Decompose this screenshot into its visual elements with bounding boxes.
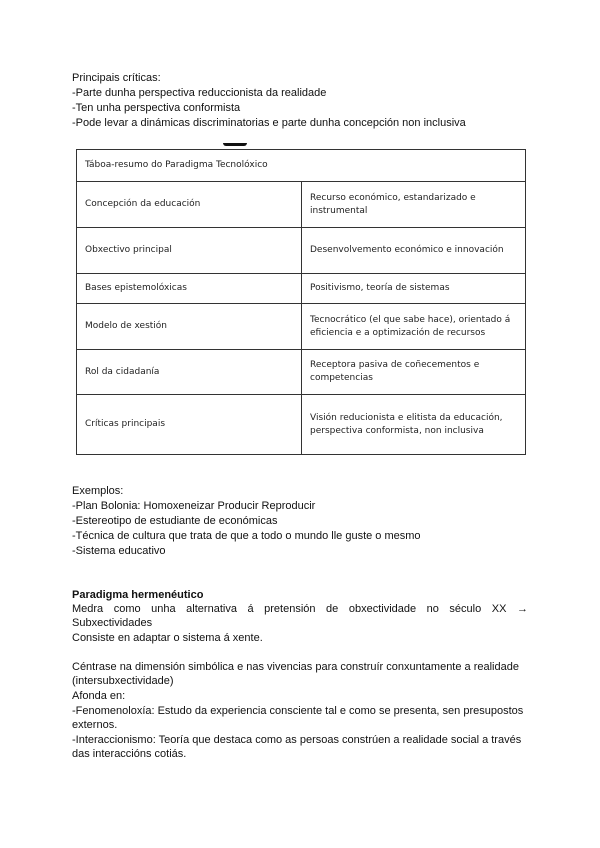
row-label: Bases epistemolóxicas <box>77 274 302 304</box>
table-row <box>77 182 526 228</box>
table-row <box>77 395 526 455</box>
table-title: Táboa-resumo do Paradigma Tecnolóxico <box>77 150 526 182</box>
exemplos-heading: Exemplos: <box>72 485 124 497</box>
criticas-item: -Pode levar a dinámicas discriminatorias e parte dunha concepción non inclusiva <box>72 117 466 129</box>
criticas-heading: Principais críticas: <box>72 72 161 84</box>
criticas-item: -Parte dunha perspectiva reduccionista da realidade <box>72 87 327 99</box>
row-label: Concepción da educación <box>77 182 302 228</box>
table-title-row <box>77 150 526 182</box>
hermeneutico-intro: Medra como unha alternativa á pretensión de obxectividade no século XX → Subxectividades <box>72 603 528 629</box>
row-label: Obxectivo principal <box>77 228 302 274</box>
row-value: Positivismo, teoría de sistemas <box>302 274 526 304</box>
exemplos-item: -Estereotipo de estudiante de económicas <box>72 515 278 527</box>
table-row <box>77 304 526 350</box>
exemplos-item: -Plan Bolonia: Homoxeneizar Producir Reproducir <box>72 500 316 512</box>
table-row <box>77 228 526 274</box>
row-label: Rol da cidadanía <box>77 350 302 395</box>
row-label: Modelo de xestión <box>77 304 302 350</box>
hermeneutico-heading: Paradigma hermenéutico <box>72 589 204 601</box>
row-value: Visión reducionista e elitista da educación, perspectiva conformista, non inclusiva <box>302 395 526 455</box>
caret-marker <box>223 143 247 146</box>
interaccionismo-item: -Interaccionismo: Teoría que destaca como as persoas constrúen a realidade social a través das interaccións cotiás. <box>72 734 522 760</box>
hermeneutico-centrase: Céntrase na dimensión simbólica e nas vivencias para construír conxuntamente a realidade (intersubxectividade) <box>72 661 519 687</box>
hermeneutico-afonda: Afonda en: <box>72 690 126 702</box>
fenomenoloxia-item: -Fenomenoloxía: Estudo da experiencia consciente tal e como se presenta, sen presupostos externos. <box>72 705 524 731</box>
table-row <box>77 274 526 304</box>
row-label: Críticas principais <box>77 395 302 455</box>
row-value: Receptora pasiva de coñecementos e competencias <box>302 350 526 395</box>
row-value: Tecnocrático (el que sabe hace), orientado á eficiencia e a optimización de recursos <box>302 304 526 350</box>
exemplos-item: -Sistema educativo <box>72 545 166 557</box>
table-row <box>77 350 526 395</box>
exemplos-item: -Técnica de cultura que trata de que a todo o mundo lle guste o mesmo <box>72 530 421 542</box>
row-value: Recurso económico, estandarizado e instrumental <box>302 182 526 228</box>
summary-table <box>76 149 526 455</box>
hermeneutico-consiste: Consiste en adaptar o sistema á xente. <box>72 632 263 644</box>
criticas-item: -Ten unha perspectiva conformista <box>72 102 241 114</box>
row-value: Desenvolvemento económico e innovación <box>302 228 526 274</box>
